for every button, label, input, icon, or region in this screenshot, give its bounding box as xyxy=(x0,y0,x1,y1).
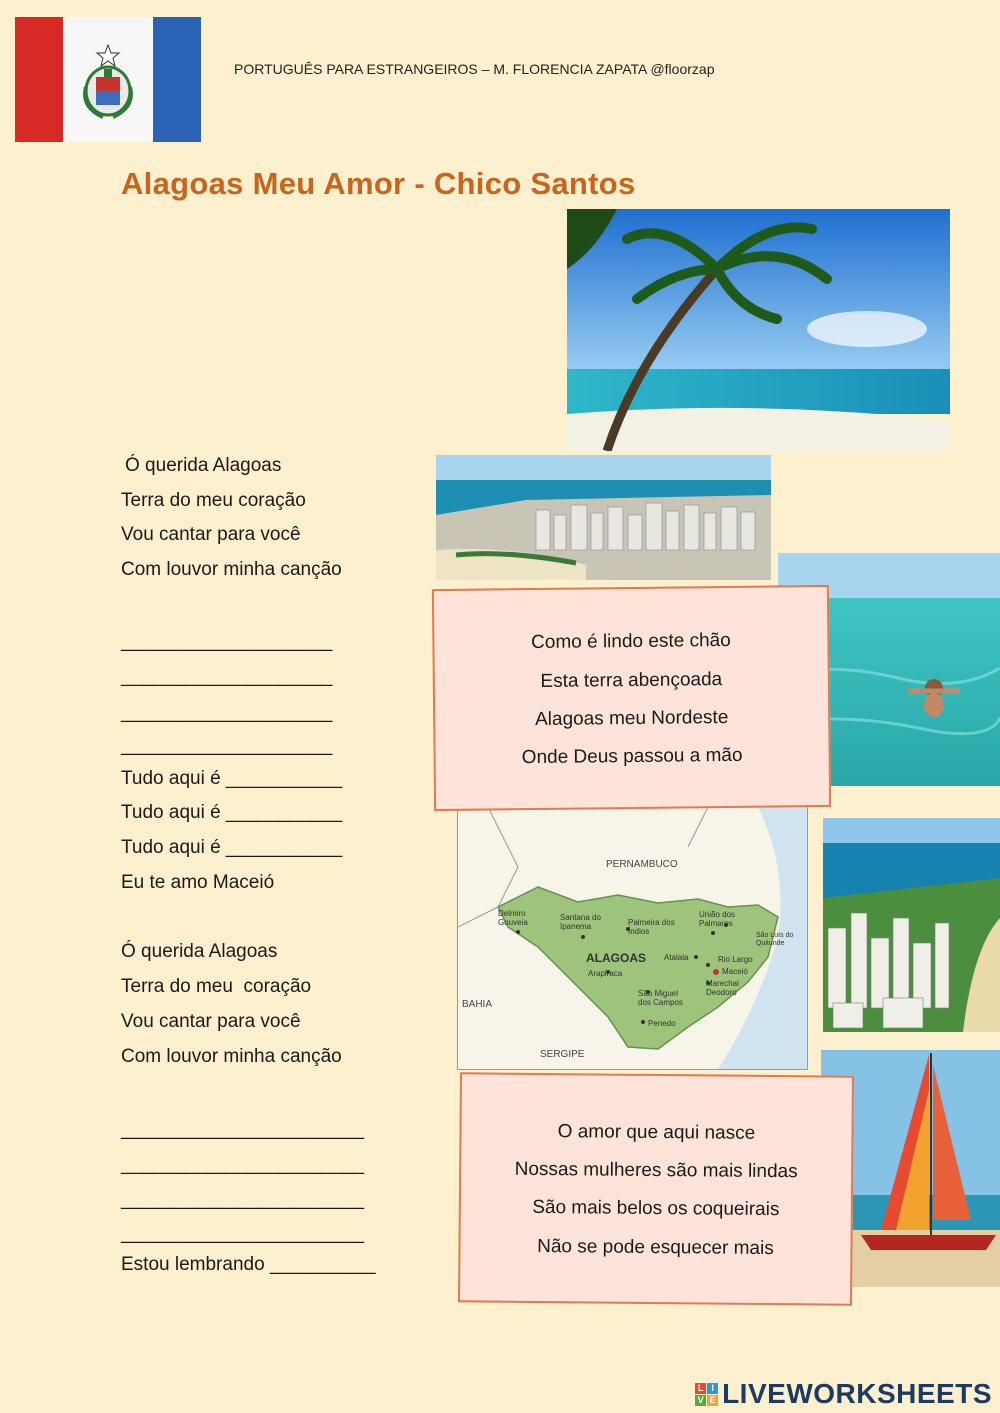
logo-mark-icon xyxy=(695,1383,718,1406)
chorus-line[interactable]: Tudo aqui é ___________ xyxy=(121,837,343,858)
box-line: Como é lindo este chão xyxy=(530,629,731,654)
map-label-city: Atalaia xyxy=(664,953,689,962)
lyric-line: Com louvor minha canção xyxy=(121,559,342,580)
box-line: Nossas mulheres são mais lindas xyxy=(514,1158,798,1183)
flag-white-stripe xyxy=(63,17,153,142)
blank-line[interactable]: _______________________ xyxy=(121,1189,365,1210)
map-label-pernambuco: PERNAMBUCO xyxy=(606,859,678,870)
box-line: Onde Deus passou a mão xyxy=(521,744,743,769)
lyric-line: Com louvor minha canção xyxy=(121,1046,342,1067)
coat-of-arms-icon xyxy=(63,17,153,142)
map-label-city: Marechal Deodoro xyxy=(706,979,739,997)
logo-mark-letter: V xyxy=(695,1395,706,1406)
map-label-city: Delmiro Gouveia xyxy=(498,909,528,927)
box-line: O amor que aqui nasce xyxy=(557,1121,756,1144)
header-credit: PORTUGUÊS PARA ESTRANGEIROS – M. FLORENCIA ZAPATA @floorzap xyxy=(234,61,715,77)
blank-line[interactable]: _______________________ xyxy=(121,1119,365,1140)
lyrics-box-1 xyxy=(432,585,831,811)
alagoas-flag xyxy=(15,17,201,142)
lyric-line: Vou cantar para você xyxy=(121,1011,301,1032)
map-label-city: Palmeira dos Índios xyxy=(628,918,675,936)
map-label-sergipe: SERGIPE xyxy=(540,1049,585,1060)
lyric-line: Terra do meu coração xyxy=(121,490,306,511)
map-label-alagoas: ALAGOAS xyxy=(586,951,646,965)
box-line: Esta terra abençoada xyxy=(540,669,723,692)
coast-aerial-photo xyxy=(823,818,1000,1032)
map-label-city: Penedo xyxy=(648,1019,676,1028)
map-label-city: Arapiraca xyxy=(588,969,623,978)
map-label-city: Maceió xyxy=(722,967,748,976)
box-line: Não se pode esquecer mais xyxy=(537,1235,774,1260)
city-coast-photo xyxy=(436,455,771,580)
blank-line[interactable]: ____________________ xyxy=(121,631,333,652)
lyric-line: Terra do meu coração xyxy=(121,976,312,997)
logo-text: LIVEWORKSHEETS xyxy=(722,1378,992,1409)
logo-mark-letter: E xyxy=(707,1395,718,1406)
liveworksheets-logo[interactable] xyxy=(695,1378,992,1410)
ending-line[interactable]: Estou lembrando __________ xyxy=(121,1254,376,1275)
map-label-bahia: BAHIA xyxy=(462,999,493,1010)
map-label-city: São Luís do Quitunde xyxy=(756,932,794,947)
chorus-line: Eu te amo Maceió xyxy=(121,872,275,893)
map-label-city: São Miguel dos Campos xyxy=(638,989,683,1007)
lyric-line: Ó querida Alagoas xyxy=(121,941,278,962)
logo-mark-letter: L xyxy=(695,1383,706,1394)
lyrics-box-2 xyxy=(458,1072,854,1305)
lyric-line: Vou cantar para você xyxy=(121,524,301,545)
flag-red-stripe xyxy=(15,17,63,142)
palm-beach-photo xyxy=(567,209,950,451)
blank-line[interactable]: ____________________ xyxy=(121,666,333,687)
logo-mark-letter: I xyxy=(707,1383,718,1394)
blank-line[interactable]: ____________________ xyxy=(121,735,333,756)
chorus-line[interactable]: Tudo aqui é ___________ xyxy=(121,768,343,789)
blank-line[interactable]: _______________________ xyxy=(121,1154,365,1175)
box-line: Alagoas meu Nordeste xyxy=(534,706,729,731)
lyric-line: Ó querida Alagoas xyxy=(125,455,282,476)
blank-line[interactable]: _______________________ xyxy=(121,1223,365,1244)
page-title: Alagoas Meu Amor - Chico Santos xyxy=(121,166,636,201)
map-label-city: Rio Largo xyxy=(718,955,753,964)
blank-line[interactable]: ____________________ xyxy=(121,702,333,723)
map-label-city: União dos Palmares xyxy=(699,910,736,928)
alagoas-map xyxy=(457,806,808,1070)
flag-blue-stripe xyxy=(153,17,201,142)
chorus-line[interactable]: Tudo aqui é ___________ xyxy=(121,802,343,823)
box-line: São mais belos os coqueirais xyxy=(532,1196,780,1221)
map-label-city: Santana do Ipanema xyxy=(560,913,601,931)
